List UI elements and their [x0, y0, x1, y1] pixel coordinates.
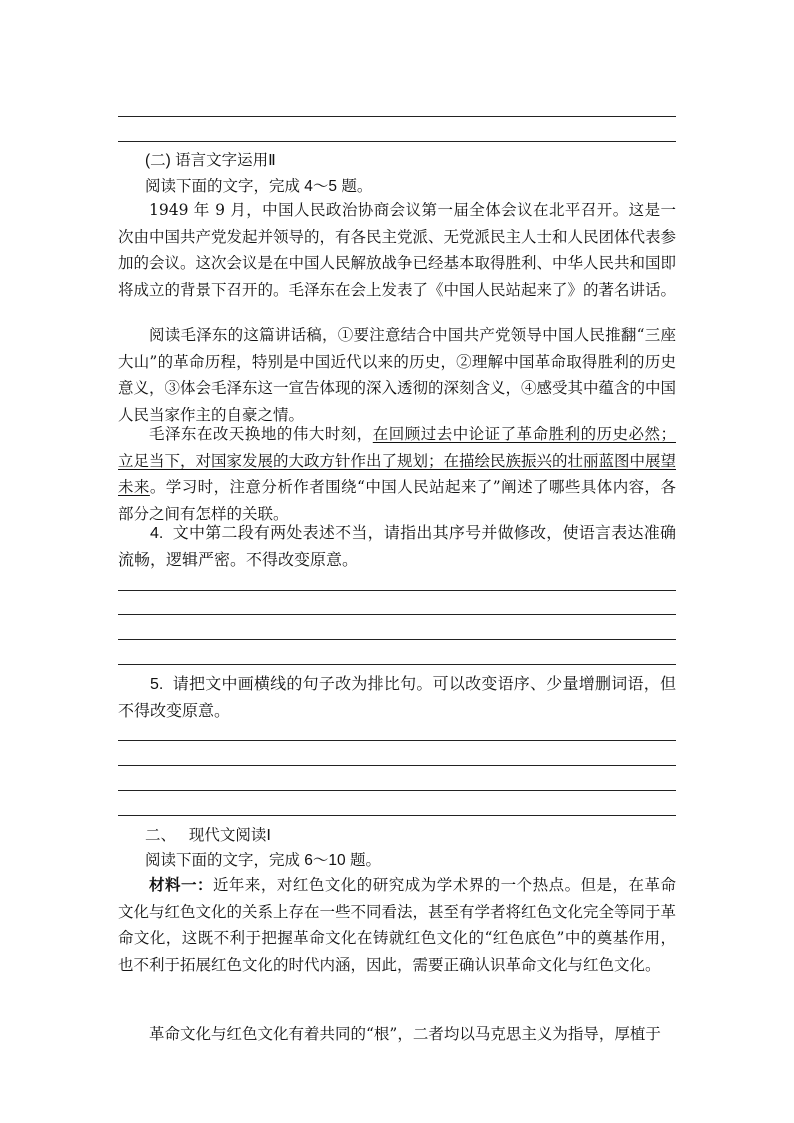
answer-line[interactable] — [118, 664, 676, 665]
passage-paragraph-1: 1949 年 9 月，中国人民政治协商会议第一届全体会议在北平召开。这是一次由中国共产党发起并领导的，有各民主党派、无党派民主人士和人民团体代表参加的会议。这次会议是在中国人民解放战争已经基本取得胜利、中华人民共和国即将成立的背景下召开的。毛泽东在会上发表了《中国人民站起来了》的著名讲话。 — [118, 201, 677, 299]
material-text: 近年来，对红色文化的研究成为学术界的一个热点。但是，在革命文化与红色文化的关系上存在一些不同看法，甚至有学者将红色文化完全等同于革命文化，这既不利于把握革命文化在铸就红色文化的“红色底色”中的奠基作用，也不利于拓展红色文化的时代内涵，因此，需要正确认识革命文化与红色文化。 — [118, 876, 677, 974]
material-label: 材料一： — [149, 875, 213, 894]
question-text: 文中第二段有两处表述不当，请指出其序号并做修改，使语言表达准确流畅，逻辑严密。不得改变原意。 — [118, 525, 676, 569]
underlined-sentence: 在回顾过去中论证了革命胜利的历史必然；立足当下，对国家发展的大政方针作出了规划；在描绘民族振兴的壮丽蓝图中展望未来 — [118, 425, 677, 496]
paragraph-3-lead: 毛泽东在改天换地的伟大时刻， — [149, 425, 373, 443]
answer-line[interactable] — [118, 639, 676, 640]
answer-line[interactable] — [118, 765, 676, 766]
passage-paragraph-3 — [118, 421, 676, 527]
answer-line[interactable] — [118, 790, 676, 791]
question-4 — [118, 520, 676, 574]
answer-line[interactable] — [118, 590, 676, 591]
answer-line[interactable] — [118, 116, 676, 117]
answer-line[interactable] — [118, 740, 676, 741]
question-5 — [118, 671, 676, 725]
answer-line[interactable] — [118, 141, 676, 142]
material-1-paragraph-1 — [118, 872, 676, 978]
answer-line[interactable] — [118, 614, 676, 615]
question-text: 请把文中画横线的句子改为排比句。可以改变语序、少量增删词语，但不得改变原意。 — [118, 676, 676, 720]
material-1-paragraph-2: 革命文化与红色文化有着共同的“根”，二者均以马克思主义为指导，厚植于 — [149, 1025, 661, 1043]
section-instruction: 阅读下面的文字，完成 4～5 题。 — [145, 178, 373, 195]
paragraph-3-tail: 。学习时，注意分析作者围绕“中国人民站起来了”阐述了哪些具体内容，各部分之间有怎样的关联。 — [118, 478, 676, 523]
section-heading-modern-reading: 二、 现代文阅读Ⅰ — [145, 827, 271, 844]
question-number: 4. — [150, 525, 164, 542]
question-number: 5. — [150, 676, 164, 693]
section-heading-language-use: (二) 语言文字运用Ⅱ — [145, 152, 276, 169]
passage-paragraph-2: 阅读毛泽东的这篇讲话稿，①要注意结合中国共产党领导中国人民推翻“三座大山”的革命历程，特别是中国近代以来的历史，②理解中国革命取得胜利的历史意义，③体会毛泽东这一宣告体现的深入透彻的深刻含义，④感受其中蕴含的中国人民当家作主的自豪之情。 — [118, 326, 677, 424]
answer-line[interactable] — [118, 815, 676, 816]
section-instruction: 阅读下面的文字，完成 6～10 题。 — [145, 852, 381, 869]
